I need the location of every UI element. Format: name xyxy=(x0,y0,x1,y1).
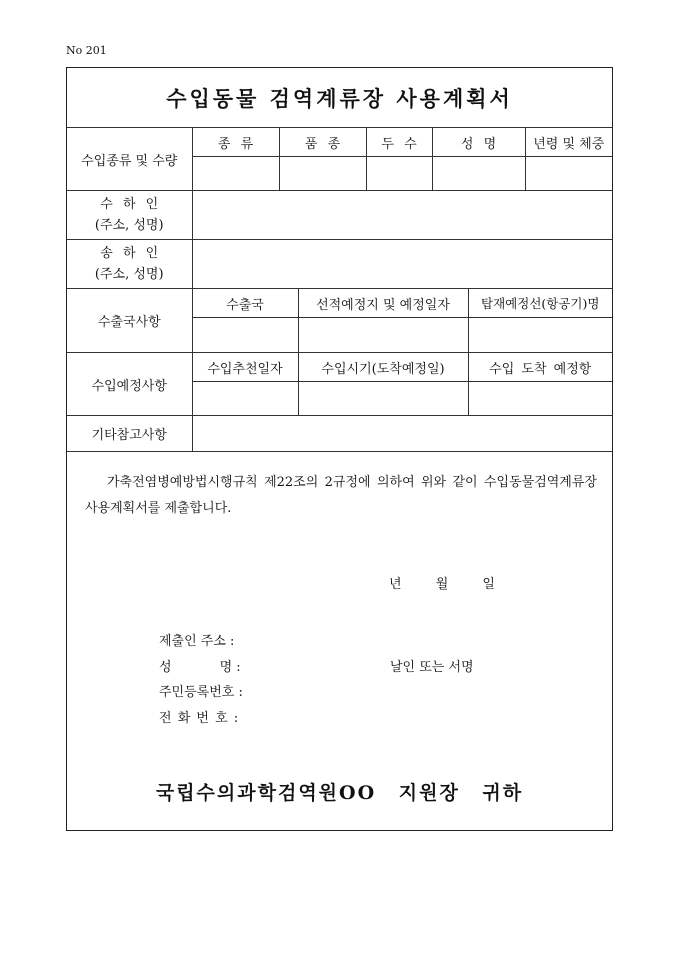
export-country-label: 수출국사항 xyxy=(67,289,192,353)
col-arrival-port: 수입 도착 예정항 xyxy=(468,353,612,382)
carrier-name-field[interactable] xyxy=(468,318,612,353)
name-label-part2: 명 : xyxy=(219,660,241,675)
declaration-text: 가축전염병예방법시행규칙 제22조의 2규정에 의하여 위와 같이 수입동물검역계류장 사용계획서를 제출합니다. xyxy=(85,475,597,516)
col-breed: 품 종 xyxy=(279,128,366,157)
submitter-address-label: 제출인 주소 : xyxy=(159,634,235,649)
col-head-count: 두 수 xyxy=(366,128,432,157)
submission-date: 년 월 일 xyxy=(389,577,495,592)
col-export-country: 수출국 xyxy=(192,289,298,318)
shipping-port-date-field[interactable] xyxy=(298,318,468,353)
consignor-label-line2: (주소, 성명) xyxy=(94,267,164,282)
consignee-field[interactable] xyxy=(192,191,612,240)
other-notes-label: 기타참고사항 xyxy=(67,416,192,452)
col-shipping-port-date: 선적예정지 및 예정일자 xyxy=(298,289,468,318)
phone-number-label: 전 화 번 호 : xyxy=(159,711,239,726)
submitter-name-label xyxy=(159,656,241,675)
import-items-label: 수입종류 및 수량 xyxy=(67,128,192,191)
form-table xyxy=(67,127,612,452)
resident-number-label: 주민등록번호 : xyxy=(159,685,243,700)
col-species: 종 류 xyxy=(192,128,279,157)
seal-or-signature: 날인 또는 서명 xyxy=(390,660,474,675)
consignee-label xyxy=(67,191,192,240)
col-age-weight: 년령 및 체중 xyxy=(525,128,612,157)
col-carrier-name: 탑재예정선(항공기)명 xyxy=(468,289,612,318)
breed-field[interactable] xyxy=(279,157,366,191)
age-weight-field[interactable] xyxy=(525,157,612,191)
export-country-field[interactable] xyxy=(192,318,298,353)
addressee: 국립수의과학검역원OO 지원장 귀하 xyxy=(155,782,524,804)
col-name: 성 명 xyxy=(432,128,525,157)
recommend-date-field[interactable] xyxy=(192,382,298,416)
import-schedule-label: 수입예정사항 xyxy=(67,353,192,416)
application-form xyxy=(66,67,613,831)
consignor-label-line1: 송 하 인 xyxy=(100,246,159,261)
col-recommend-date: 수입추천일자 xyxy=(192,353,298,382)
species-field[interactable] xyxy=(192,157,279,191)
name-field[interactable] xyxy=(432,157,525,191)
consignee-label-line1: 수 하 인 xyxy=(100,197,159,212)
head-count-field[interactable] xyxy=(366,157,432,191)
form-number: No 201 xyxy=(66,44,107,57)
other-notes-field[interactable] xyxy=(192,416,612,452)
declaration-area xyxy=(67,452,612,830)
import-period-field[interactable] xyxy=(298,382,468,416)
consignee-label-line2: (주소, 성명) xyxy=(94,218,164,233)
col-import-period: 수입시기(도착예정일) xyxy=(298,353,468,382)
consignor-field[interactable] xyxy=(192,240,612,289)
form-title: 수입동물 검역계류장 사용계획서 xyxy=(166,85,513,111)
name-label-part1: 성 xyxy=(159,660,172,675)
arrival-port-field[interactable] xyxy=(468,382,612,416)
consignor-label xyxy=(67,240,192,289)
